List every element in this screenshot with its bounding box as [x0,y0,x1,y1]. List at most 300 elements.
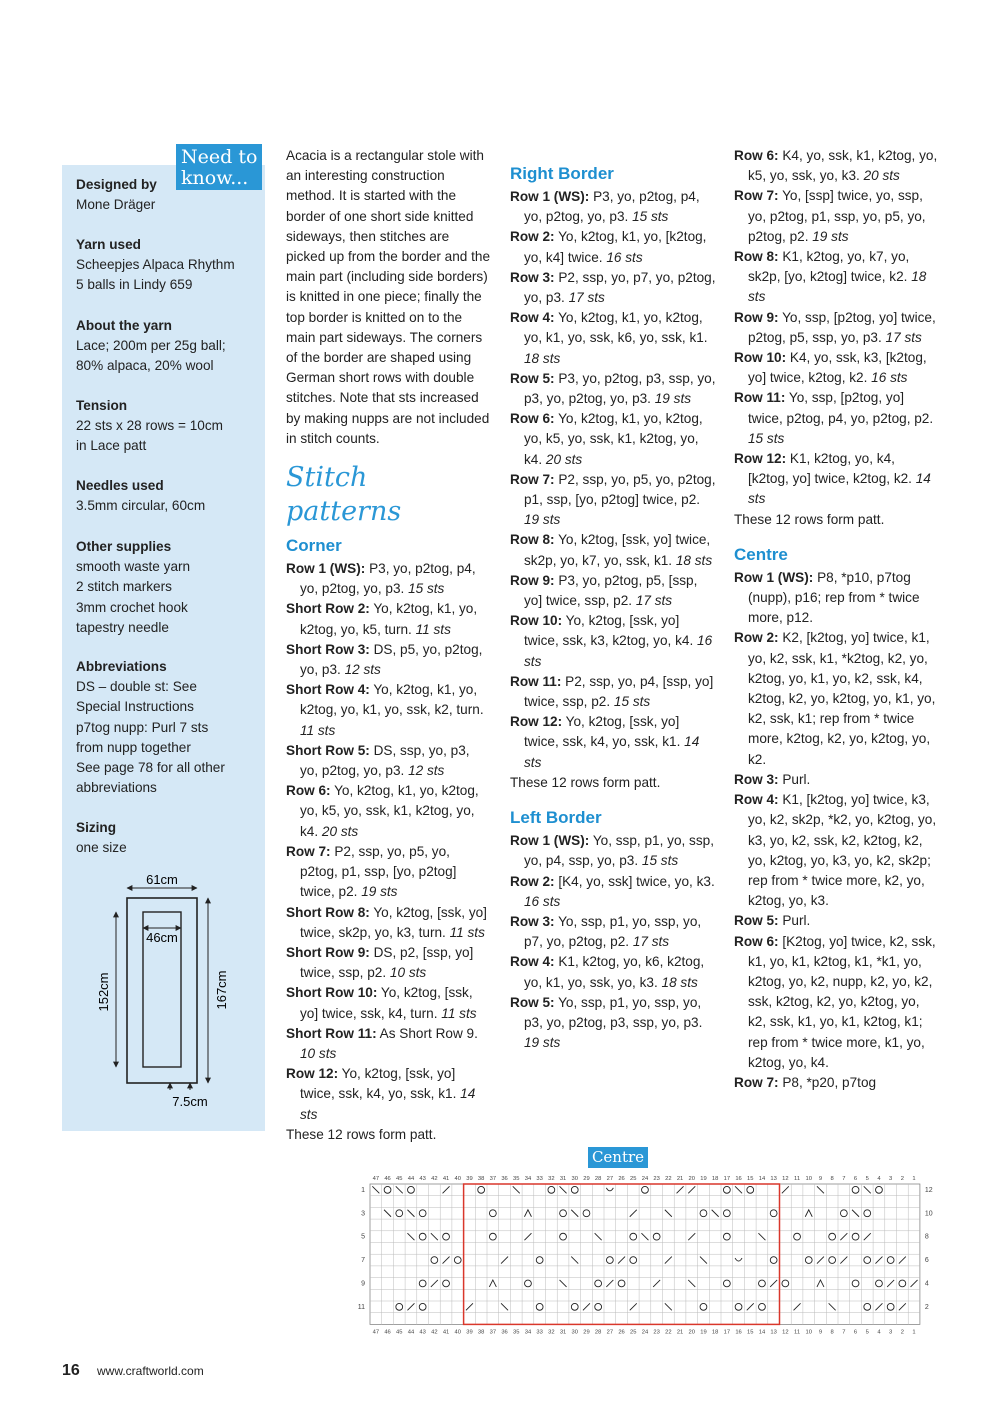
row-label: Row 12: [286,1066,339,1082]
column-number: 20 [688,1176,695,1182]
row-text: Yo, k2tog, k1, yo, k2tog, yo, k1, yo, ssk, k6, yo, ssk, k1. [524,310,708,346]
row-text: Yo, k2tog, [ssk, yo] twice, sk2p, yo, k7, yo, ssk, k1. [524,532,711,568]
row-text: K1, k2tog, yo, k7, yo, sk2p, [yo, k2tog] twice, k2. [748,249,910,285]
size-diagram [90,868,250,1118]
column-number: 28 [594,1176,602,1182]
sidebar-block-heading: Needles used [76,478,164,493]
column-number: 27 [606,1329,614,1336]
column-number: 40 [454,1329,461,1336]
column-number: 32 [548,1176,555,1182]
row-label: Short Row 4: [286,682,370,698]
row-label: Row 1 (WS): [734,569,814,585]
column-number: 14 [758,1176,766,1182]
column-number: 19 [700,1329,707,1336]
stitch-count: 16 sts [867,370,908,386]
pattern-row [510,912,716,952]
website-url: www.craftworld.com [97,1364,204,1378]
dim-left: 152cm [96,972,111,1012]
column-number: 42 [431,1176,438,1182]
sidebar-block [76,396,261,457]
column-number: 9 [818,1176,823,1182]
row-number: 2 [924,1303,929,1311]
column-number: 45 [396,1329,403,1336]
column-number: 44 [407,1329,415,1336]
stitch-count: 20 sts [859,168,900,184]
row-label: Row 6: [734,148,779,163]
column-number: 33 [536,1176,543,1182]
column-number: 7 [842,1176,846,1182]
stitch-count: 11 sts [411,621,451,637]
stitch-count: 14 sts [300,1086,476,1122]
pattern-row [510,672,716,712]
row-label: Short Row 9: [286,944,370,960]
row-number: 9 [361,1280,365,1288]
sidebar-block-heading: Abbreviations [76,659,167,674]
row-text: P3, yo, p2tog, p4, yo, p2tog, yo, p3. [524,189,700,225]
sidebar-block-line: See page 78 for all other [76,760,225,776]
row-text: P2, ssp, yo, p7, yo, p2tog, yo, p3. [524,269,716,306]
sidebar-block [76,537,261,638]
column-number: 24 [641,1176,649,1182]
column-number: 47 [372,1329,380,1336]
row-number: 1 [361,1186,365,1194]
row-text: P3, yo, p2tog, p4, yo, p2tog, yo, p3. [300,561,476,597]
column-number: 38 [477,1176,485,1182]
column-number: 23 [653,1176,660,1182]
row-label: Short Row 10: [286,985,378,1001]
column-number: 10 [805,1176,812,1182]
row-text: Yo, k2tog, [ssk, yo] twice, ssk, k4, yo, ssk, k1. [300,1066,457,1102]
column-number: 13 [770,1176,777,1182]
column-number: 37 [489,1176,497,1182]
row-text: P2, ssp, yo, p5, yo, p2tog, p1, ssp, [yo, p2tog] twice, p2. [300,843,457,900]
dim-bottom: 7.5cm [172,1094,208,1109]
sidebar-block-heading: Sizing [76,820,117,835]
sidebar-block-heading: Designed by [76,177,157,192]
sidebar-block-line: Lace; 200m per 25g ball; [76,338,226,354]
row-text: Yo, k2tog, k1, yo, k2tog, yo, k5, yo, ssk, k1, k2tog, yo, k4. [524,411,703,467]
row-text: Yo, k2tog, [ssk, yo] twice, ssk, k4, turn. [300,985,473,1021]
row-label: Row 9: [510,572,555,588]
pattern-row [734,568,939,629]
sidebar-block-line: Scheepjes Alpaca Rhythm [76,257,235,273]
row-label: Row 1 (WS): [510,189,590,204]
corner-rows [286,559,491,1125]
left-border-heading: Left Border [510,808,602,828]
stitch-count: 20 sts [542,451,583,467]
row-text: K4, yo, ssk, k1, k2tog, yo, k5, yo, ssk, yo, k3. [748,148,938,184]
row-text: DS, p5, yo, p2tog, yo, p3. [300,641,483,678]
sidebar-block-line: 5 balls in Lindy 659 [76,277,193,293]
row-number: 3 [361,1210,365,1218]
column-number: 37 [489,1329,497,1336]
row-label: Row 7: [734,188,779,204]
column-number: 2 [900,1176,904,1182]
row-label: Row 11: [510,673,562,689]
row-text: Yo, ssp, [p2tog, yo] twice, p2tog, p4, yo, p2tog, p2. [748,390,934,426]
pattern-row [734,1073,939,1093]
column-number: 20 [688,1329,695,1336]
column-number: 24 [641,1329,649,1336]
sidebar-block-line: one size [76,840,127,856]
column-number: 34 [524,1176,532,1182]
pattern-row [510,308,716,369]
column-number: 25 [630,1176,637,1182]
corner-end: These 12 rows form patt. [286,1126,437,1142]
dim-top: 61cm [146,872,178,887]
row-label: Row 4: [510,310,555,326]
pattern-row [734,247,939,308]
column-number: 23 [653,1329,660,1336]
stitch-count: 15 sts [638,853,679,869]
row-label: Row 7: [734,1074,779,1090]
row-label: Row 2: [510,873,555,889]
row-text: P2, ssp, yo, p4, [ssp, yo] twice, ssp, p2. [524,673,714,710]
column-number: 29 [583,1329,590,1336]
dim-inner: 46cm [146,930,178,945]
column-number: 26 [618,1329,625,1336]
column-number: 39 [466,1176,473,1182]
pattern-row [286,781,491,842]
column-number: 42 [431,1329,438,1336]
stitch-count: 19 sts [524,512,561,528]
sidebar-block [76,235,261,296]
column-number: 22 [665,1176,672,1182]
row-text: P2, ssp, yo, p5, yo, p2tog, p1, ssp, [yo, p2tog] twice, p2. [524,471,716,508]
stitch-count: 14 sts [748,471,931,507]
row-label: Row 4: [734,792,779,808]
column-number: 41 [442,1329,450,1336]
pattern-row [734,932,939,1073]
row-label: Row 2: [510,229,555,245]
left-border-rows [510,831,716,1053]
column-number: 8 [830,1329,834,1336]
stitch-count: 16 sts [524,893,561,909]
pattern-row [286,599,491,639]
row-number: 8 [924,1233,929,1241]
column-number: 28 [594,1329,602,1336]
stitch-count: 11 sts [437,1005,477,1021]
row-label: Row 6: [734,933,779,949]
row-text: Yo, ssp, [p2tog, yo] twice, p2tog, p5, ssp, yo, p3. [748,309,936,345]
column-number: 41 [442,1176,450,1182]
pattern-row [734,770,939,790]
intro-text: Acacia is a rectangular stole with an interesting construction method. It is started with the border of one short side knitted sideways, then stitches are picked up from the border and the main part (including side borders) is knitted in one piece; finally the top border is knitted on to the main part sideways. The corners of the border are shaped using German short rows with double stitches. Note that sts increased by making nupps are not included in stitch counts. [286,148,491,446]
sidebar-block-line: smooth waste yarn [76,559,191,575]
row-label: Row 4: [510,954,555,970]
row-text: K4, yo, ssk, k3, [k2tog, yo] twice, k2tog, k2. [748,350,927,386]
row-text: K2, [k2tog, yo] twice, k1, yo, k2, ssk, k1, *k2tog, k2, yo, k2tog, yo, k1, yo, k2, ssk, k4, k2tog, k2, yo, k2tog, yo, k1, yo, k2, ssk, k1; rep from * twice more, k2tog, k2, yo, k2tog, yo, k2. [748,630,936,767]
pattern-row [510,187,716,227]
column-number: 15 [747,1176,754,1182]
sidebar-block-line: 3mm crochet hook [76,599,188,615]
pattern-row [286,943,491,983]
pattern-row [286,640,491,680]
pattern-row [510,409,716,470]
sidebar-block-heading: Tension [76,398,128,413]
row-label: Short Row 3: [286,641,370,657]
sidebar-block-line: Special Instructions [76,699,194,715]
pattern-row [734,308,939,348]
column-number: 1 [912,1176,916,1182]
row-text: DS, ssp, yo, p3, yo, p2tog, yo, p3. [300,742,470,779]
column-number: 8 [830,1176,834,1182]
stitch-count: 19 sts [357,884,398,900]
column-number: 19 [700,1176,707,1182]
row-label: Row 5: [510,370,555,386]
left-border-rows-continued [734,146,939,510]
row-text: P8, *p10, p7tog (nupp), p16; rep from * twice more, p12. [748,569,920,626]
pattern-row [734,628,939,769]
stitch-count: 20 sts [318,823,359,839]
pattern-row [510,268,716,308]
column-number: 43 [419,1176,426,1182]
row-text: P3, yo, p2tog, p3, ssp, yo, p3, yo, p2tog, yo, p3. [524,370,716,407]
sidebar-block-line: in Lace patt [76,438,147,454]
row-label: Short Row 11: [286,1025,377,1041]
pattern-row [286,842,491,903]
pattern-row [510,831,716,871]
column-2 [510,163,716,1053]
column-number: 3 [889,1329,893,1336]
column-number: 47 [372,1176,380,1182]
column-number: 33 [536,1329,543,1336]
column-number: 27 [606,1176,614,1182]
column-number: 11 [794,1176,801,1182]
dim-right: 167cm [214,970,229,1010]
sidebar-block [76,818,261,858]
row-label: Row 5: [734,913,779,929]
row-label: Row 8: [510,532,555,548]
stitch-count: 12 sts [404,763,445,779]
right-border-rows [510,187,716,773]
stitch-count: 15 sts [610,694,651,710]
sidebar-block-line: abbreviations [76,780,157,796]
column-number: 16 [735,1329,742,1336]
pattern-row [510,530,716,570]
column-number: 29 [583,1176,590,1182]
row-text: Yo, [ssp] twice, yo, ssp, yo, p2tog, p1, ssp, yo, p5, yo, p2tog, p2. [748,188,926,244]
column-number: 36 [501,1329,508,1336]
stitch-count: 10 sts [386,965,427,981]
stitch-count: 15 sts [404,581,445,597]
row-text: Purl. [778,913,811,929]
stitch-count: 14 sts [524,734,700,770]
column-number: 14 [758,1329,766,1336]
stitch-count: 17 sts [881,329,922,345]
sidebar-block [76,175,261,215]
pattern-row [286,1064,491,1125]
stitch-count: 10 sts [300,1045,337,1061]
column-number: 2 [900,1329,904,1336]
column-number: 34 [524,1329,532,1336]
stitch-count: 19 sts [808,228,849,244]
stitch-count: 18 sts [524,350,561,366]
row-label: Row 8: [734,249,779,265]
row-text: Purl. [778,771,811,787]
row-text: Yo, k2tog, [ssk, yo] twice, ssk, k4, yo, ssk, k1. [524,714,681,750]
stitch-patterns-heading: Stitch patterns [286,462,402,528]
stitch-count: 18 sts [672,552,713,568]
pattern-row [286,559,491,599]
column-number: 18 [711,1329,719,1336]
column-number: 11 [794,1329,801,1336]
pattern-row [734,146,939,186]
sidebar-block-line: from nupp together [76,739,191,755]
column-number: 17 [723,1329,731,1336]
column-number: 30 [571,1176,578,1182]
column-number: 6 [853,1176,858,1182]
pattern-row [734,790,939,911]
pattern-row [510,872,716,912]
column-number: 21 [676,1176,684,1182]
row-text: Yo, k2tog, k1, yo, k2tog, yo, k1, yo, ssk, k2, turn. [300,682,484,718]
sidebar-block-line: Mone Dräger [76,197,156,213]
column-number: 32 [548,1329,555,1336]
row-label: Short Row 5: [286,742,370,758]
row-label: Short Row 2: [286,601,370,617]
column-number: 43 [419,1329,426,1336]
stitch-count: 19 sts [524,1035,561,1051]
stitch-count: 16 sts [524,633,713,669]
sidebar-block-line: 22 sts x 28 rows = 10cm [76,418,223,434]
sidebar-block-line: 80% alpaca, 20% wool [76,358,214,374]
stitch-count: 11 sts [300,722,336,738]
pattern-row [510,227,716,267]
page-number: 16 [62,1362,80,1379]
row-label: Row 3: [734,771,779,787]
stitch-count: 17 sts [629,934,670,950]
sidebar-block-line: DS – double st: See [76,679,197,695]
row-label: Short Row 8: [286,904,370,920]
row-label: Row 1 (WS): [286,561,366,577]
row-label: Row 12: [734,451,787,467]
row-text: As Short Row 9. [376,1025,478,1041]
sidebar-block-heading: About the yarn [76,318,172,333]
sidebar-block [76,476,261,516]
pattern-row [734,348,939,388]
stitch-count: 17 sts [632,593,673,609]
pattern-row [734,388,939,449]
column-number: 31 [559,1329,567,1336]
column-number: 16 [735,1176,742,1182]
pattern-row [734,911,939,931]
stitch-count: 15 sts [628,209,669,225]
stitch-count: 17 sts [564,290,605,306]
row-text: Yo, ssp, p1, yo, ssp, yo, p4, ssp, yo, p3. [524,833,714,869]
row-label: Row 7: [510,471,555,487]
row-text: P8, *p20, p7tog [778,1074,877,1090]
column-number: 12 [782,1329,789,1336]
row-text: Yo, k2tog, k1, yo, [k2tog, yo, k4] twice. [524,229,707,265]
column-number: 45 [396,1176,403,1182]
column-number: 12 [782,1176,789,1182]
column-number: 17 [723,1176,731,1182]
right-border-heading: Right Border [510,164,614,183]
row-text: K1, [k2tog, yo] twice, k3, yo, k2, sk2p, *k2, yo, k2tog, yo, k3, yo, k2, ssk, k2, k2tog, k2, yo, k2tog, yo, k3, yo, k2, sk2p; rep from * twice more, k2, yo, k2tog, yo, k3. [748,792,937,909]
pattern-row [286,741,491,781]
row-text: Yo, ssp, p1, yo, ssp, yo, p7, yo, p2tog, p2. [524,913,702,950]
pattern-row [734,449,939,510]
column-number: 3 [889,1176,893,1182]
row-label: Row 10: [734,350,787,366]
row-number: 4 [924,1280,929,1288]
row-text: P3, yo, p2tog, p5, [ssp, yo] twice, ssp, p2. [524,572,698,609]
sidebar-block-heading: Yarn used [76,237,141,252]
pattern-row [286,1024,491,1064]
column-number: 31 [559,1176,567,1182]
column-1 [286,146,491,1145]
row-number: 5 [361,1233,365,1241]
column-number: 35 [513,1329,520,1336]
row-label: Row 10: [510,613,563,629]
column-number: 4 [877,1176,881,1182]
pattern-row [510,712,716,773]
row-text: Yo, ssp, p1, yo, ssp, yo, p3, yo, p2tog, p3, ssp, yo, p3. [524,994,703,1030]
column-number: 5 [865,1176,869,1182]
row-label: Row 12: [510,714,563,730]
column-number: 4 [877,1329,881,1336]
row-label: Row 7: [286,843,331,859]
left-border-end: These 12 rows form patt. [734,511,885,527]
column-number: 46 [384,1329,391,1336]
column-number: 6 [853,1329,858,1336]
column-number: 35 [513,1176,520,1182]
centre-heading: Centre [734,544,788,564]
centre-rows [734,568,939,1093]
row-label: Row 9: [734,309,779,325]
sidebar-block-line: 2 stitch markers [76,579,172,595]
row-text: K1, k2tog, yo, k6, k2tog, yo, k1, yo, ssk, yo, k3. [524,954,705,990]
sidebar-block-heading: Other supplies [76,539,172,554]
row-label: Row 6: [510,411,555,427]
row-number: 12 [924,1186,933,1194]
pattern-row [286,680,491,741]
row-label: Row 5: [510,994,555,1010]
sidebar-block-line: 3.5mm circular, 60cm [76,498,206,514]
row-label: Row 3: [510,913,555,929]
column-number: 36 [501,1176,508,1182]
column-3 [734,146,939,1093]
column-number: 39 [466,1329,473,1336]
column-number: 25 [630,1329,637,1336]
pattern-row [286,903,491,943]
pattern-row [510,470,716,531]
column-number: 13 [770,1329,777,1336]
sidebar-block-line: p7tog nupp: Purl 7 sts [76,719,209,735]
corner-heading: Corner [286,536,342,556]
row-text: K1, k2tog, yo, k4, [k2tog, yo] twice, k2tog, k2. [748,451,912,487]
row-text: Yo, k2tog, [ssk, yo] twice, ssk, k3, k2tog, yo, k4. [524,613,694,649]
row-number: 6 [924,1257,929,1265]
sidebar-block [76,657,261,798]
column-number: 9 [818,1329,823,1336]
column-number: 7 [842,1329,846,1336]
column-number: 22 [665,1329,672,1336]
row-text: Yo, k2tog, k1, yo, k2tog, yo, k5, turn. [300,601,478,637]
sidebar-block-line: tapestry needle [76,619,169,635]
outer-stole [127,898,197,1083]
pattern-row [510,952,716,992]
need-to-know-badge: Need to know... [176,144,262,190]
column-number: 26 [618,1176,625,1182]
pattern-row [510,369,716,409]
pattern-row [510,993,716,1054]
row-text: DS, p2, [ssp, yo] twice, ssp, p2. [300,944,474,981]
column-number: 21 [676,1329,684,1336]
stitch-count: 12 sts [340,662,381,678]
row-text: [K2tog, yo] twice, k2, ssk, k1, yo, k1, k2tog, k1, *k1, yo, k2tog, yo, k2, nupp, k2, yo, k2, ssk, k2tog, k2, yo, k2tog, yo, k2, ssk, k1, yo, k1, k2tog, k1; rep from * twice more, k1, yo, k2tog, yo, k4. [748,933,936,1070]
